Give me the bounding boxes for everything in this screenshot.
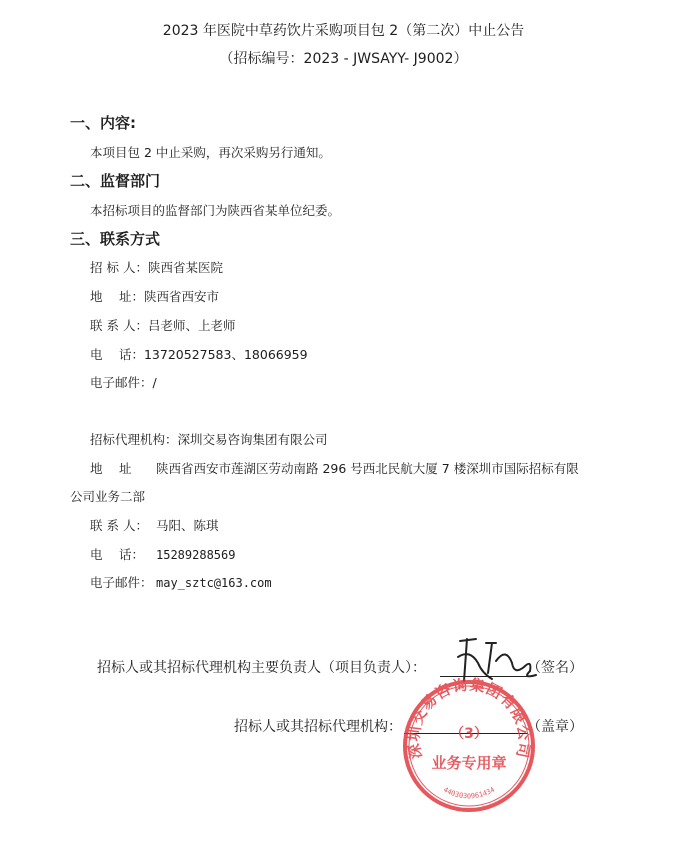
seal-org-text: 深圳交易咨询集团有限公司 — [404, 676, 534, 761]
agency-address-line2: 公司业务二部 — [70, 489, 146, 504]
seal-purpose: 业务专用章 — [431, 754, 507, 772]
agency-email-label: 电子邮件： — [90, 575, 153, 590]
seal-line-label: 招标人或其招标代理机构： — [234, 719, 402, 735]
signature-suffix: （签名） — [527, 660, 583, 676]
svg-text:4403030961434 — [442, 786, 496, 801]
purchaser-address: 陕西省西安市 — [143, 289, 219, 304]
agency-email: may_sztc@163.com — [156, 576, 272, 590]
purchaser-contact: 吕老师、上老师 — [147, 318, 236, 333]
purchaser-contact-label: 联 系 人： — [90, 318, 148, 333]
purchaser-contact-row — [90, 316, 235, 334]
agency-address-label: 地 址 — [90, 461, 132, 476]
seal-serial: 4403030961434 — [441, 785, 497, 801]
agency-address-line1: 陕西省西安市莲湖区劳动南路 296 号西北民航大厦 7 楼深圳市国际招标有限 — [156, 461, 579, 476]
purchaser-email: / — [152, 375, 157, 390]
section-supervision-text: 本招标项目的监督部门为陕西省某单位纪委。 — [90, 203, 341, 218]
purchaser-address-row — [90, 287, 219, 305]
purchaser-phone: 13720527583、18066959 — [143, 347, 308, 362]
purchaser-phone-label: 电 话： — [90, 347, 144, 362]
purchaser-phone-row — [90, 345, 308, 363]
agency-phone-row — [90, 545, 235, 563]
purchaser-name-label: 招 标 人： — [90, 260, 148, 275]
purchaser-email-label: 电子邮件： — [90, 375, 153, 390]
seal-suffix: （盖章） — [527, 719, 583, 735]
signature-line-label: 招标人或其招标代理机构主要负责人（项目负责人）： — [97, 660, 426, 676]
agency-contact-row — [90, 516, 219, 534]
purchaser-name: 陕西省某医院 — [147, 260, 223, 275]
document-title: 2023 年医院中草药饮片采购项目包 2（第二次）中止公告 — [162, 23, 525, 39]
agency-contact-label: 联 系 人： — [90, 518, 148, 533]
purchaser-address-label: 地 址： — [90, 289, 144, 304]
section-heading-supervision: 二、监督部门 — [70, 172, 161, 190]
purchaser-name-row — [90, 258, 223, 276]
agency-phone: 15289288569 — [156, 548, 236, 562]
svg-text:深圳交易咨询集团有限公司 — [405, 676, 534, 760]
section-content-text: 本项目包 2 中止采购，再次采购另行通知。 — [90, 145, 331, 160]
agency-address-row — [90, 459, 579, 477]
agency-name-label: 招标代理机构： — [90, 432, 178, 447]
agency-email-row — [90, 573, 272, 591]
purchaser-email-row — [90, 373, 157, 391]
seal-number: （3） — [450, 726, 488, 742]
agency-name: 深圳交易咨询集团有限公司 — [177, 432, 328, 447]
section-heading-content: 一、内容: — [70, 114, 136, 132]
tender-number: （招标编号：2023 - JWSAYY- J9002） — [219, 51, 468, 67]
agency-name-row — [90, 430, 328, 448]
agency-contact: 马阳、陈琪 — [156, 518, 219, 533]
agency-phone-label: 电 话： — [90, 547, 144, 562]
section-heading-contact: 三、联系方式 — [70, 230, 161, 248]
official-seal — [399, 676, 539, 816]
